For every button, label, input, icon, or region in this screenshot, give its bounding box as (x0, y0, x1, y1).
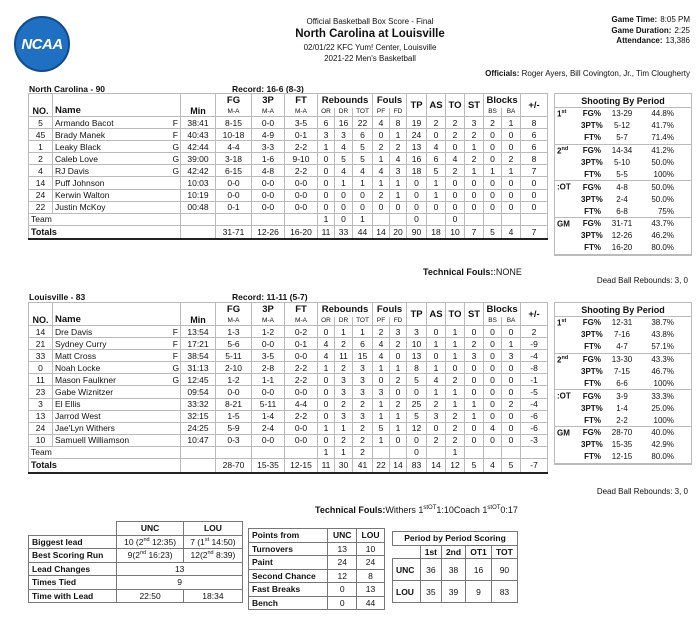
player-row: 45 Brady Manek F 40:43 10-18 4-9 0-1 3 3 6 0 1 24 0 2 2 0 0 6 (29, 129, 548, 141)
player-row: 22 Justin McKoy 00:48 0-1 0-0 0-0 0 0 0 0 0 0 0 0 0 0 0 0 (29, 201, 548, 213)
points-from-row: Paint 24 24 (249, 556, 385, 570)
totals-row: Totals 28-70 15-35 12-15 11 30 41 22 14 83 14 12 5 4 5 -7 (29, 459, 548, 473)
times-tied-row: Times Tied 9 (29, 576, 243, 590)
biggest-lead-row: Biggest lead 10 (2nd 12:35) 7 (1st 14:50) (29, 535, 243, 549)
player-row: 21 Sydney Curry F 17:21 5-6 0-0 0-1 4 2 6 4 2 10 1 1 2 0 1 -9 (29, 338, 548, 350)
best-scoring-run-row: Best Scoring Run 9(2nd 16:23) 12(2nd 8:39) (29, 549, 243, 563)
period-row-unc: UNC 36 38 16 90 (393, 559, 518, 581)
shooting-period: 2nd FG% 13-30 43.3% 3PT% 7-15 46.7% FT% 6-6 100% (555, 354, 691, 391)
unc-technical-fouls: Technical Fouls::NONE (423, 267, 522, 277)
period-row-lou: LOU 35 39 9 83 (393, 581, 518, 603)
unc-dead-ball-rebounds: Dead Ball Rebounds: 3, 0 (596, 276, 688, 285)
player-row: 3 El Ellis 33:32 8-21 5-11 4-4 0 2 2 1 2 25 2 1 1 0 2 -4 (29, 398, 548, 410)
player-row: 14 Puff Johnson 10:03 0-0 0-0 0-0 0 1 1 1 1 0 1 0 0 0 0 0 (29, 177, 548, 189)
lou-shooting-by-period: Shooting By Period 1st FG% 12-31 38.7% 3PT% 7-16 43.8% FT% 4-7 57.1% 2nd FG% 13-30 43.3% 3PT% 7-15 46.7% FT% 6-6 100% :OT FG% 3-9 33.3% 3PT% 1-4 25.0% FT% 2-2 100% GM FG% 28-70 40.0% 3PT% 15-35 42.9% FT% 12-15 80.0% (554, 302, 692, 465)
player-row: 33 Matt Cross F 38:54 5-11 3-5 0-0 4 11 15 4 0 13 0 1 3 0 3 -4 (29, 350, 548, 362)
lou-record: Record: 11-11 (5-7) (232, 292, 308, 302)
lead-changes-row: Lead Changes 13 (29, 562, 243, 576)
shooting-period: GM FG% 28-70 40.0% 3PT% 15-35 42.9% FT% 12-15 80.0% (555, 427, 691, 464)
points-from-row: Second Chance 12 8 (249, 569, 385, 583)
unc-box-score: NO. Name Min FG 3P FT Rebounds Fouls TP AS TO ST Blocks +/- M-A M-A M-A OR DR TOT PF FD BS BA 5 Armando Bacot F 38:41 8-15 0-0 3-5 6 16 22 4 8 19 2 2 3 2 1 8 45 Brady Manek F 40:43 10-18 4-9 0-1 3 3 6 0 1 24 0 2 2 0 0 6 1 Leaky Black G 42:44 4-4 3-3 2-2 1 4 5 2 2 13 4 0 1 0 0 6 2 Caleb Love G 39:00 3-18 1-6 9-10 0 5 5 1 4 16 6 4 2 0 2 8 4 RJ Davis G 42:42 6-15 4-8 2-2 0 4 4 4 3 18 5 2 1 1 1 7 14 Puff Johnson 10:03 0-0 0-0 0-0 0 1 1 1 1 0 1 0 0 0 0 0 24 Kerwin Walton 10:19 0-0 0-0 0-0 0 0 0 2 1 0 1 0 0 0 0 0 22 Justin McKoy 00:48 0-1 0-0 0-0 0 0 0 0 0 0 0 0 0 0 0 0 Team 1 0 1 0 0 Totals 31-71 12-26 16-20 11 33 44 14 20 90 18 10 7 5 4 7 (28, 93, 548, 240)
game-info: Game Time: 8:05 PM Game Duration: 2:25 Attendance: 13,386 (611, 15, 690, 45)
player-row: 0 Noah Locke G 31:13 2-10 2-8 2-2 1 2 3 1 1 8 1 0 0 0 0 -8 (29, 362, 548, 374)
shooting-period: :OT FG% 4-8 50.0% 3PT% 2-4 50.0% FT% 6-8 75% (555, 181, 691, 218)
unc-team-label: North Carolina - 90 (29, 84, 106, 94)
unc-record: Record: 16-6 (8-3) (232, 84, 304, 94)
period-scoring-table: Period by Period Scoring 1st 2nd OT1 TOT UNC 36 38 16 90 LOU 35 39 9 83 (392, 531, 518, 603)
lou-technical-fouls: Technical Fouls:Withers $1^{stOT}1:10Coach$ $1^{stOT}0:17$ (315, 505, 518, 515)
player-row: 10 Samuell Williamson 10:47 0-3 0-0 0-0 0 2 2 1 0 0 2 2 0 0 0 -3 (29, 434, 548, 446)
player-row: 4 RJ Davis G 42:42 6-15 4-8 2-2 0 4 4 4 3 18 5 2 1 1 1 7 (29, 165, 548, 177)
ncaa-logo: NCAA (14, 16, 70, 72)
lou-team-label: Louisville - 83 (29, 292, 86, 302)
player-row: 24 Kerwin Walton 10:19 0-0 0-0 0-0 0 0 0 2 1 0 1 0 0 0 0 0 (29, 189, 548, 201)
points-from-row: Turnovers 13 10 (249, 542, 385, 556)
player-row: 14 Dre Davis F 13:54 1-3 1-2 0-2 0 1 1 2 3 3 0 1 0 0 0 2 (29, 326, 548, 338)
shooting-period: 2nd FG% 14-34 41.2% 3PT% 5-10 50.0% FT% 5-5 100% (555, 145, 691, 182)
player-row: 11 Mason Faulkner G 12:45 1-2 1-1 2-2 0 3 3 0 2 5 4 2 0 0 0 -1 (29, 374, 548, 386)
date-venue: 02/01/22 KFC Yum! Center, Louisville (303, 43, 437, 52)
game-stats-table: UNC LOU Biggest lead 10 (2nd 12:35) 7 (1st 14:50) Best Scoring Run 9(2nd 16:23) 12(2nd 8:39) Lead Changes 13 Times Tied 9 Time with Lead 22:50 18:34 (28, 521, 243, 603)
shooting-period: 1st FG% 13-29 44.8% 3PT% 5-12 41.7% FT% 5-7 71.4% (555, 108, 691, 145)
lou-dead-ball-rebounds: Dead Ball Rebounds: 3, 0 (596, 487, 688, 496)
points-from-row: Bench 0 44 (249, 596, 385, 610)
officials: Officials: Roger Ayers, Bill Covington, Jr., Tim Clougherty (485, 69, 690, 78)
points-from-row: Fast Breaks 0 13 (249, 583, 385, 597)
season: 2021-22 Men's Basketball (324, 54, 416, 63)
header (220, 16, 520, 64)
player-row: 2 Caleb Love G 39:00 3-18 1-6 9-10 0 5 5 1 4 16 6 4 2 0 2 8 (29, 153, 548, 165)
shooting-period: GM FG% 31-71 43.7% 3PT% 12-26 46.2% FT% 16-20 80.0% (555, 218, 691, 255)
player-row: 5 Armando Bacot F 38:41 8-15 0-0 3-5 6 16 22 4 8 19 2 2 3 2 1 8 (29, 117, 548, 129)
lou-box-score: NO. Name Min FG 3P FT Rebounds Fouls TP AS TO ST Blocks +/- M-A M-A M-A OR DR TOT PF FD BS BA 14 Dre Davis F 13:54 1-3 1-2 0-2 0 1 1 2 3 3 0 1 0 0 0 2 21 Sydney Curry F 17:21 5-6 0-0 0-1 4 2 6 4 2 10 1 1 2 0 1 -9 33 Matt Cross F 38:54 5-11 3-5 0-0 4 11 15 4 0 13 0 1 3 0 3 -4 0 Noah Locke G 31:13 2-10 2-8 2-2 1 2 3 1 1 8 1 0 0 0 0 -8 11 Mason Faulkner G 12:45 1-2 1-1 2-2 0 3 3 0 2 5 4 2 0 0 0 -1 23 Gabe Wiznitzer 09:54 0-0 0-0 0-0 0 3 3 3 0 0 1 1 0 0 0 -5 3 El Ellis 33:32 8-21 5-11 4-4 0 2 2 1 2 25 2 1 1 0 2 -4 13 Jarrod West 32:15 1-5 1-4 2-2 0 3 3 1 1 5 3 2 1 0 0 -6 24 Jae'Lyn Withers 24:25 5-9 2-4 0-0 1 1 2 5 1 12 0 2 0 4 0 -6 10 Samuell Williamson 10:47 0-3 0-0 0-0 0 2 2 1 0 0 2 2 0 0 0 -3 Team 1 1 2 0 1 Totals 28-70 15-35 12-15 11 30 41 22 14 83 14 12 5 4 5 -7 (28, 302, 548, 474)
shooting-period: :OT FG% 3-9 33.3% 3PT% 1-4 25.0% FT% 2-2 100% (555, 390, 691, 427)
shooting-period: 1st FG% 12-31 38.7% 3PT% 7-16 43.8% FT% 4-7 57.1% (555, 317, 691, 354)
unc-shooting-by-period: Shooting By Period 1st FG% 13-29 44.8% 3PT% 5-12 41.7% FT% 5-7 71.4% 2nd FG% 14-34 41.2% 3PT% 5-10 50.0% FT% 5-5 100% :OT FG% 4-8 50.0% 3PT% 2-4 50.0% FT% 6-8 75% GM FG% 31-71 43.7% 3PT% 12-26 46.2% FT% 16-20 80.0% (554, 93, 692, 256)
player-row: 24 Jae'Lyn Withers 24:25 5-9 2-4 0-0 1 1 2 5 1 12 0 2 0 4 0 -6 (29, 422, 548, 434)
team-row: Team 1 1 2 0 1 (29, 446, 548, 458)
player-row: 23 Gabe Wiznitzer 09:54 0-0 0-0 0-0 0 3 3 3 0 0 1 1 0 0 0 -5 (29, 386, 548, 398)
player-row: 1 Leaky Black G 42:44 4-4 3-3 2-2 1 4 5 2 2 13 4 0 1 0 0 6 (29, 141, 548, 153)
points-from-table: Points from UNC LOU Turnovers 13 10 Paint 24 24 Second Chance 12 8 Fast Breaks 0 13 Bench 0 44 (248, 528, 385, 610)
totals-row: Totals 31-71 12-26 16-20 11 33 44 14 20 90 18 10 7 5 4 7 (29, 225, 548, 239)
player-row: 13 Jarrod West 32:15 1-5 1-4 2-2 0 3 3 1 1 5 3 2 1 0 0 -6 (29, 410, 548, 422)
team-row: Team 1 0 1 0 0 (29, 213, 548, 225)
doc-type: Official Basketball Box Score - Final (306, 17, 434, 26)
page-title: North Carolina at Louisville (295, 28, 445, 40)
time-with-lead-row: Time with Lead 22:50 18:34 (29, 589, 243, 603)
